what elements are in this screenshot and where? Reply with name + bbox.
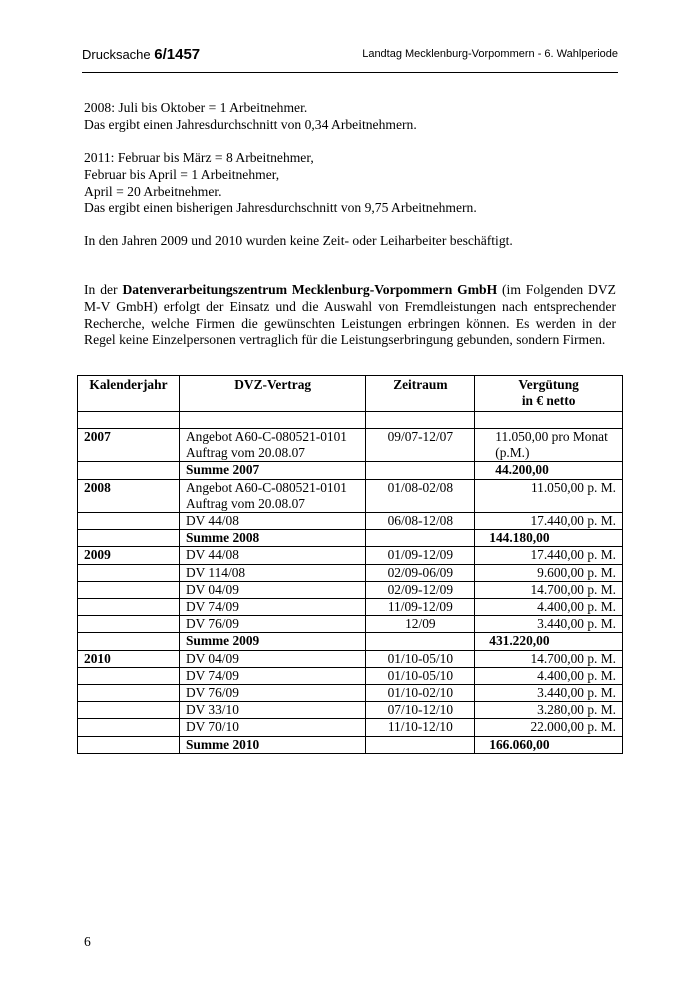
cell-period: 01/09-12/09: [366, 547, 475, 564]
cell-amount: 14.700,00 p. M.: [475, 581, 623, 598]
page-number: 6: [84, 934, 91, 949]
header-parliament: Landtag Mecklenburg-Vorpommern - 6. Wahlperiode: [362, 48, 618, 60]
p4-company: Datenverarbeitungszentrum Mecklenburg-Vorpommern GmbH: [122, 282, 498, 297]
cell-contract: [179, 479, 365, 512]
text-line: Das ergibt einen bisherigen Jahresdurchschnitt von 9,75 Arbeitnehmern.: [84, 200, 477, 216]
text-line: In den Jahren 2009 und 2010 wurden keine Zeit- oder Leiharbeiter beschäftigt.: [84, 233, 513, 248]
cell-amount: 4.400,00 p. M.: [475, 667, 623, 684]
cell-year: 2010: [78, 650, 180, 667]
cell-contract: DV 70/10: [179, 719, 365, 736]
table-row-sum: [78, 633, 623, 650]
cell-period: 06/08-12/08: [366, 513, 475, 530]
col-header-period: Zeitraum: [366, 376, 475, 412]
table-row: [78, 513, 623, 530]
cell-contract: DV 33/10: [179, 702, 365, 719]
cell-amount: 11.050,00 p. M.: [475, 479, 623, 512]
table-row-sum: [78, 462, 623, 479]
cell-amount: [475, 429, 623, 462]
table-row: [78, 581, 623, 598]
cell-contract: Summe 2010: [179, 736, 365, 753]
col-header-amount: [475, 376, 623, 412]
page-header: [82, 44, 618, 73]
contract-line: Angebot A60-C-080521-0101: [185, 479, 347, 495]
table-row: [78, 547, 623, 564]
cell-amount: 3.440,00 p. M.: [475, 616, 623, 633]
col-header-contract: DVZ-Vertrag: [179, 376, 365, 412]
table-row: [78, 719, 623, 736]
p4-prefix: In der: [84, 282, 118, 297]
paragraph-2011: [84, 150, 616, 217]
text-line: 2008: Juli bis Oktober = 1 Arbeitnehmer.: [84, 100, 308, 115]
cell-amount: 3.280,00 p. M.: [475, 702, 623, 719]
text-line: Februar bis April = 1 Arbeitnehmer,: [84, 166, 280, 182]
cell-amount: 9.600,00 p. M.: [475, 564, 623, 581]
table-row: [78, 616, 623, 633]
cell-period: 11/10-12/10: [366, 719, 475, 736]
header-doc-label: [82, 46, 200, 63]
table-row: [78, 479, 623, 512]
cell-contract: DV 74/09: [179, 667, 365, 684]
cell-contract: DV 74/09: [179, 599, 365, 616]
paragraph-no-temp-workers: [84, 233, 616, 250]
text-line: Das ergibt einen Jahresdurchschnitt von 0,34 Arbeitnehmern.: [84, 116, 417, 132]
table-row: [78, 702, 623, 719]
table-row-sum: [78, 736, 623, 753]
cell-period: 01/10-02/10: [366, 685, 475, 702]
header-prefix: Drucksache: [82, 47, 151, 62]
cell-contract: DV 04/09: [179, 650, 365, 667]
cell-year: 2009: [78, 547, 180, 564]
cell-amount: 17.440,00 p. M.: [475, 547, 623, 564]
amount-line: (p.M.): [495, 445, 530, 461]
cell-contract: DV 04/09: [179, 581, 365, 598]
cell-contract: DV 76/09: [179, 685, 365, 702]
table-row: [78, 599, 623, 616]
cell-period: 09/07-12/07: [366, 429, 475, 462]
table-row: [78, 685, 623, 702]
contracts-table: [77, 375, 623, 754]
cell-amount: 431.220,00: [475, 633, 623, 650]
paragraph-dvz: [84, 282, 616, 349]
col-header-year: Kalenderjahr: [78, 376, 180, 412]
contract-line: Auftrag vom 20.08.07: [185, 445, 305, 461]
cell-amount: 17.440,00 p. M.: [475, 513, 623, 530]
cell-amount: 3.440,00 p. M.: [475, 685, 623, 702]
cell-period: 01/10-05/10: [366, 650, 475, 667]
cell-amount: 166.060,00: [475, 736, 623, 753]
cell-amount: 22.000,00 p. M.: [475, 719, 623, 736]
col-header-amount-line1: Vergütung: [518, 377, 579, 392]
cell-period: 12/09: [366, 616, 475, 633]
text-line: 2011: Februar bis März = 8 Arbeitnehmer,: [84, 150, 314, 165]
header-doc-number: 6/1457: [154, 46, 201, 63]
cell-amount: 144.180,00: [475, 530, 623, 547]
table-row: [78, 564, 623, 581]
contract-line: Angebot A60-C-080521-0101: [185, 429, 347, 444]
p4-rest: (im Folgenden DVZ M-V GmbH) erfolgt der Einsatz und die Auswahl von Fremdleistungen nach entsprechender Recherche, welche Firmen die gewünschten Leistungen erbringen können. Es werden in der Regel keine Einzelpersonen vertraglich für die Leistungserbringung gebunden, sondern Firmen.: [84, 282, 616, 348]
contract-line: Auftrag vom 20.08.07: [185, 495, 305, 511]
table-row: [78, 429, 623, 462]
table-spacer-row: [78, 412, 623, 429]
cell-contract: Summe 2007: [179, 462, 365, 479]
cell-contract: Summe 2009: [179, 633, 365, 650]
amount-line: 11.050,00 pro Monat: [495, 429, 608, 444]
cell-amount: 4.400,00 p. M.: [475, 599, 623, 616]
table-row: [78, 650, 623, 667]
cell-period: 07/10-12/10: [366, 702, 475, 719]
cell-period: 01/10-05/10: [366, 667, 475, 684]
cell-year: 2007: [78, 429, 180, 462]
table-row-sum: [78, 530, 623, 547]
cell-period: 11/09-12/09: [366, 599, 475, 616]
cell-amount: 44.200,00: [475, 462, 623, 479]
cell-contract: DV 114/08: [179, 564, 365, 581]
table-row: [78, 667, 623, 684]
paragraph-2008: [84, 100, 616, 134]
cell-period: 01/08-02/08: [366, 479, 475, 512]
cell-amount: 14.700,00 p. M.: [475, 650, 623, 667]
cell-period: 02/09-06/09: [366, 564, 475, 581]
cell-contract: DV 44/08: [179, 513, 365, 530]
text-line: April = 20 Arbeitnehmer.: [84, 183, 222, 199]
cell-contract: Summe 2008: [179, 530, 365, 547]
cell-contract: DV 44/08: [179, 547, 365, 564]
col-header-amount-line2: in € netto: [521, 393, 576, 409]
cell-contract: [179, 429, 365, 462]
table-header-row: [78, 376, 623, 412]
cell-period: 02/09-12/09: [366, 581, 475, 598]
cell-year: 2008: [78, 479, 180, 512]
cell-contract: DV 76/09: [179, 616, 365, 633]
